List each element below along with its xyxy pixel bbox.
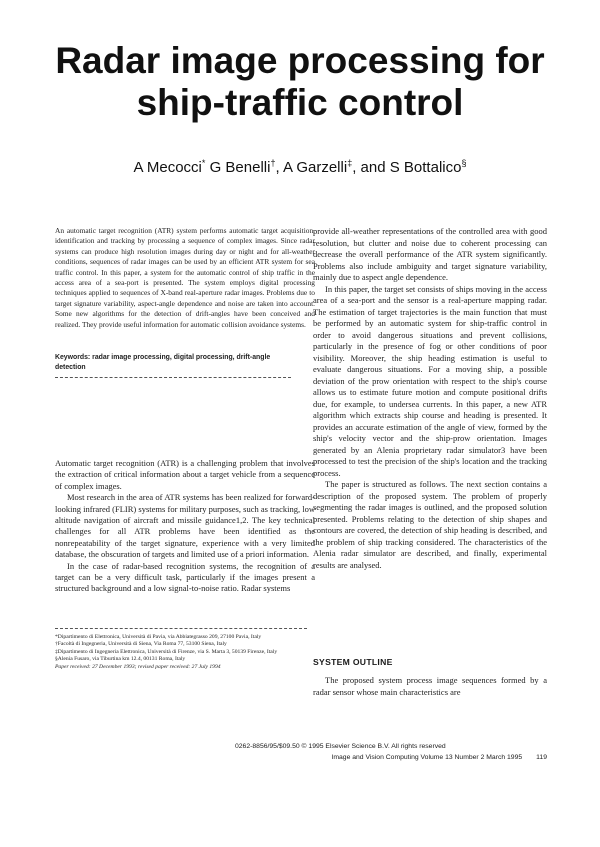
- body-paragraph: In the case of radar-based recognition systems, the recognition of a target can be a very difficult task, particularly if the images present a structured background and a low signal-to-noise ratio. Radar systems: [55, 560, 315, 594]
- footnote-affiliation-3: ‡Dipartimento di Ingegneria Elettronica, Università di Firenze, via S. Marta 3, 50139 Firenze, Italy: [55, 648, 278, 655]
- title-line-2: ship-traffic control: [136, 82, 464, 123]
- author-3: A Garzelli: [282, 159, 348, 176]
- section-heading: SYSTEM OUTLINE: [313, 657, 393, 667]
- author-list: A Mecocci* G Benelli†, A Garzelli‡, and S Bottalico§: [133, 158, 467, 176]
- keywords-divider: [55, 377, 291, 378]
- body-paragraph: The paper is structured as follows. The next section contains a description of the proposed system. The problem of properly segmenting the radar images is outlined, and the proposed solution presented. Problems relating to the detection of ship shapes and contours are covered, the detection of ship heading is described, and the problem of ship tracking considered. The characteristics of the Alenia radar simulator are described, and finally, experimental results are analysed.: [313, 479, 547, 570]
- page-number: 119: [536, 754, 547, 761]
- author-1-mark: *: [201, 158, 206, 168]
- body-paragraph: The proposed system process image sequences formed by a radar sensor whose main characteristics are: [313, 675, 547, 697]
- footnote-affiliation-4: §Alenia Fusaro, via Tiburtina km 12.4, 00131 Roma, Italy: [55, 656, 186, 663]
- keywords: Keywords: radar image processing, digital processing, drift-angle detection: [55, 354, 271, 371]
- title-line-1: Radar image processing for: [55, 40, 545, 81]
- abstract: An automatic target recognition (ATR) system performs automatic target acquisition, identification and tracking by processing a sequence of complex images. Since radar systems can produce high resolution images during day or night and for all-weather conditions, sequences of radar images can be used by an efficient ATR system for sea traffic control. In this paper, a system for the automatic control of ship traffic in the access area of a sea-port is presented. The system employs digital processing techniques applied to sequences of X-band real-aperture radar images. Problems due to target signature variability, aspect-angle dependence and noise are taken into account. Some new algorithms for the detection of drift-angles have been conceived and realized. They provide useful information for automatic collision avoidance systems.: [55, 226, 315, 329]
- author-3-mark: ‡: [347, 158, 353, 168]
- author-2-mark: †: [270, 158, 276, 168]
- section-paragraph: [313, 675, 547, 698]
- footnote-received: Paper received: 27 December 1993; revised paper received: 27 July 1994: [55, 663, 221, 670]
- footnote-affiliation-1: *Dipartimento di Elettronica, Università di Pavia, via Abbiategrasso 209, 27100 Pavia, Italy: [55, 634, 262, 640]
- author-2: G Benelli: [209, 159, 271, 176]
- copyright-line: 0262-8856/95/$09.50 © 1995 Elsevier Science B.V. All rights reserved: [235, 743, 446, 750]
- author-4-mark: §: [461, 158, 467, 168]
- footnotes: [55, 634, 307, 671]
- footnote-divider: [55, 628, 307, 629]
- intro-left-column: [55, 458, 315, 595]
- author-1: A Mecocci: [133, 159, 202, 176]
- intro-right-column: [313, 226, 547, 571]
- journal-line: [235, 752, 547, 763]
- author-4: and S Bottalico: [360, 159, 462, 176]
- paper-title: [0, 40, 600, 124]
- footnote-affiliation-2: †Facoltà di Ingegneria, Università di Siena, Via Roma 77, 53100 Siena, Italy: [55, 641, 227, 648]
- body-paragraph: provide all-weather representations of the controlled area with good resolution, but clutter and noise due to coherent processing can decrease the overall performance of the ATR system significantly. Problems also include ambiguity and target signature variability, mainly due to aspect angle dependence.: [313, 226, 547, 282]
- body-paragraph: Most research in the area of ATR systems has been realized for forward-looking infrared (FLIR) systems for military purposes, such as tracking, low altitude navigation of aircraft and missile guidance1,2. The key technical challenges for all ATR problems have been identified as the nonrepeatability of the target signature, experience with a very limited database, the obscuration of targets and limited use of a priori information.: [55, 492, 315, 560]
- journal-citation: Image and Vision Computing Volume 13 Number 2 March 1995: [331, 754, 523, 761]
- page-footer: [235, 741, 547, 763]
- body-paragraph: In this paper, the target set consists of ships moving in the access area of a sea-port and the sensor is a real-aperture mapping radar. The estimation of target trajectories is the main function that must be performed by an automatic system for ship-traffic control in order to avoid dangerous situations and prevent collisions, particularly in the presence of fog or other conditions of poor visibility. Moreover, the ship heading estimation is useful to evaluate dangerous situations. For a moving ship, a possible deviation of the prow orientation with respect to the ship's course allows us to estimate future motion and compute positional drifts due, for example, to undersea currents. In this paper, a new ATR algorithm which extracts ship course and heading is presented. It provides an accurate estimation of the angle of view, formed by the ship's velocity vector and the ship-prow orientation. Images generated by an Alenia proprietary radar simulator3 have been processed to test the precision of the ship's location and the tracking process.: [313, 283, 547, 478]
- body-paragraph: Automatic target recognition (ATR) is a challenging problem that involves the extraction of critical information about a target vehicle from a sequence of complex images.: [55, 458, 315, 491]
